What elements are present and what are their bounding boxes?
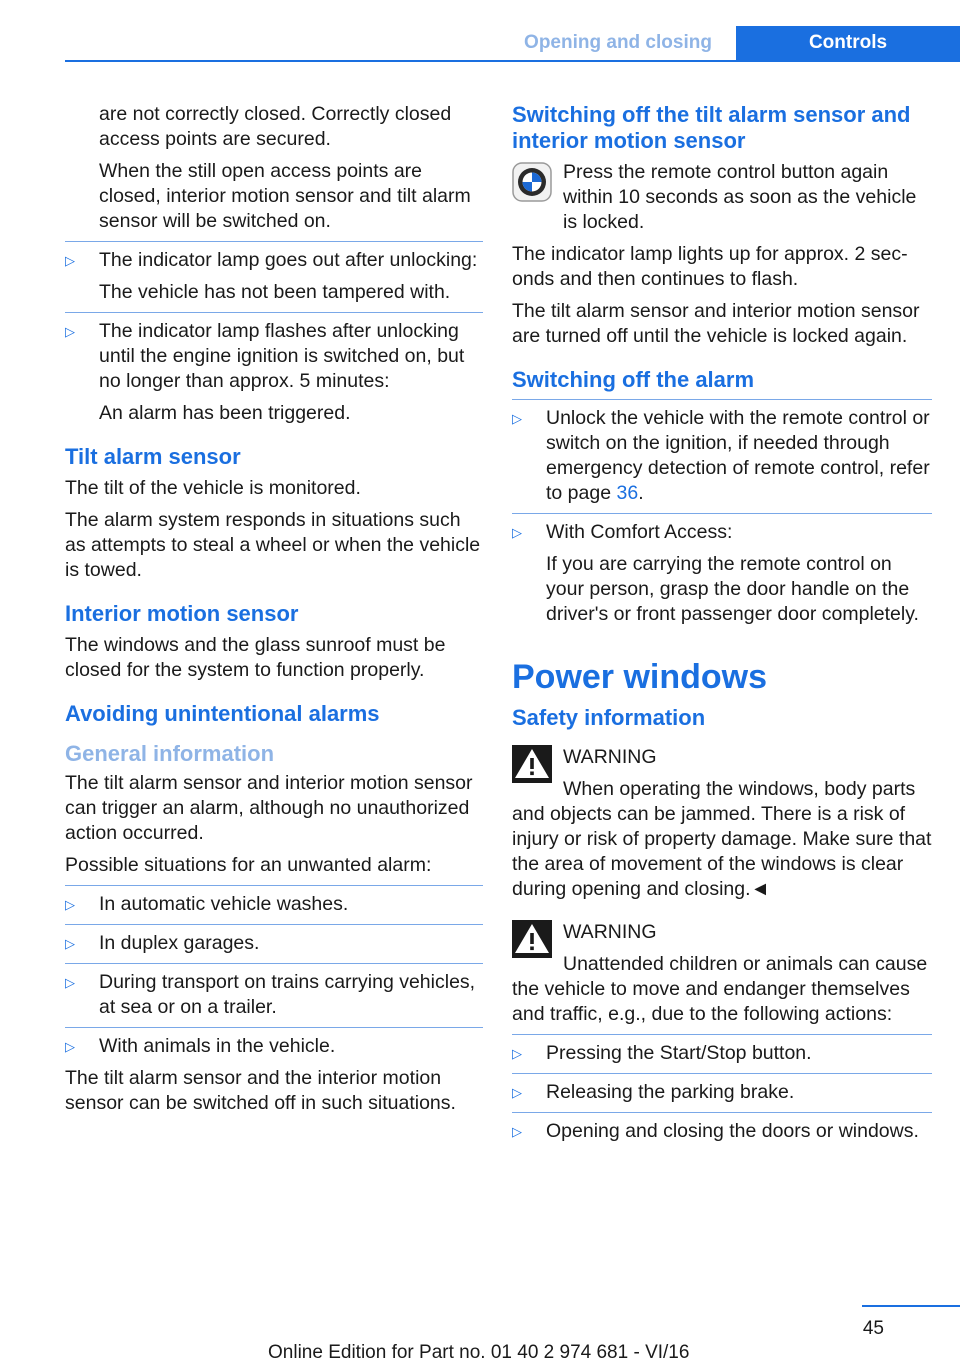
list-item-text: With Comfort Access: — [546, 521, 733, 543]
warning-text — [512, 777, 932, 902]
paragraph: The indicator lamp lights up for approx. 2 seconds and then continues to flash. — [512, 243, 908, 290]
list-item-text: Opening and closing the doors or windows. — [546, 1120, 919, 1142]
list-item — [512, 406, 932, 506]
triangle-bullet-icon: ▷ — [65, 897, 75, 912]
heading-power-windows: Power windows — [512, 658, 768, 696]
list-item-text: In duplex garages. — [99, 932, 260, 954]
warning-text-content: Unattended children or animals can cause the vehicle to move and endanger themselves and traffic, e.g., due to the following actions: — [512, 953, 928, 1025]
list-item — [65, 1034, 483, 1059]
triangle-bullet-icon: ▷ — [65, 324, 75, 339]
bullet-separator — [65, 312, 483, 313]
list-item — [65, 319, 483, 426]
bmw-remote-button-icon — [512, 162, 552, 209]
list-item-text-main: Unlock the vehicle with the remote control or switch on the ignition, if needed through emergency detection of remote control, refer to page — [546, 407, 930, 504]
heading-general-information: General information — [65, 741, 275, 766]
warning-text — [512, 952, 932, 1027]
paragraph: The tilt alarm sensor and interior motion sensor are turned off until the vehicle is locked again. — [512, 300, 920, 347]
list-item-text: Pressing the Start/Stop button. — [546, 1042, 812, 1064]
header-rule — [65, 60, 960, 62]
triangle-bullet-icon: ▷ — [65, 253, 75, 268]
warning-block — [512, 920, 932, 1027]
triangle-bullet-icon: ▷ — [512, 1124, 522, 1139]
heading-interior-motion-sensor: Interior motion sensor — [65, 601, 299, 626]
list-item-text: The indicator lamp goes out after unlocking: — [99, 249, 478, 271]
footer-rule — [862, 1305, 960, 1307]
page-number: 45 — [862, 1318, 884, 1339]
list-item — [65, 248, 483, 305]
list-item — [512, 1080, 932, 1105]
bullet-separator — [512, 1073, 932, 1074]
list-item-subtext: If you are carrying the remote control on your person, grasp the door handle on the driver's or front passenger door completely. — [546, 553, 919, 625]
left-column — [65, 102, 483, 1123]
list-item-subtext: The vehicle has not been tampered with. — [99, 281, 451, 303]
triangle-bullet-icon: ▷ — [512, 1085, 522, 1100]
bullet-separator — [512, 513, 932, 514]
remote-instruction — [512, 160, 932, 235]
bullet-separator — [65, 1027, 483, 1028]
list-item — [65, 931, 483, 956]
header-chapter-tab: Controls — [736, 26, 960, 60]
right-column — [512, 102, 932, 1151]
bullet-separator — [65, 885, 483, 886]
list-item-text: Releasing the parking brake. — [546, 1081, 795, 1103]
bullet-separator — [512, 1112, 932, 1113]
heading-avoiding-unintentional-alarms: Avoiding unintentional alarms — [65, 701, 380, 726]
bullet-separator — [65, 963, 483, 964]
triangle-bullet-icon: ▷ — [512, 525, 522, 540]
triangle-bullet-icon: ▷ — [65, 1039, 75, 1054]
triangle-bullet-icon: ▷ — [512, 1046, 522, 1061]
list-item — [65, 892, 483, 917]
continued-paragraph: are not correctly closed. Correctly closed access points are secured. — [99, 103, 452, 150]
list-item — [512, 520, 932, 627]
list-item-text: In automatic vehicle washes. — [99, 893, 349, 915]
heading-safety-information: Safety information — [512, 705, 706, 730]
bullet-separator — [512, 1034, 932, 1035]
list-item-text-end: . — [638, 482, 644, 504]
paragraph: Possible situations for an unwanted alarm: — [65, 854, 432, 876]
warning-title: WARNING — [563, 746, 657, 768]
footer-edition: Online Edition for Part no. 01 40 2 974 681 - VI/16 — [268, 1342, 690, 1363]
list-item — [65, 970, 483, 1020]
bullet-separator — [65, 241, 483, 242]
triangle-bullet-icon: ▷ — [65, 936, 75, 951]
warning-triangle-icon — [512, 745, 552, 790]
list-item-text: The indicator lamp flashes after unlocking until the engine ignition is switched on, but no longer than approx. 5 minutes: — [99, 320, 465, 392]
paragraph: The tilt alarm sensor and the interior motion sensor can be switched off in such situations. — [65, 1067, 456, 1114]
warning-block — [512, 745, 932, 902]
page-reference-link[interactable]: 36 — [616, 482, 639, 504]
warning-text-content: When operating the windows, body parts and objects can be jammed. There is a risk of injury or risk of property damage. Make sure that the area of movement of the windows is clear during opening and closing.◄ — [512, 778, 932, 900]
paragraph: Press the remote control button again within 10 seconds as soon as the vehicle is locked. — [563, 161, 917, 233]
list-item-text: During transport on trains carrying vehicles, at sea or on a trailer. — [99, 971, 476, 1018]
heading-tilt-alarm-sensor: Tilt alarm sensor — [65, 444, 241, 469]
list-item-text — [546, 406, 932, 506]
header-section-title: Opening and closing — [500, 26, 736, 60]
bullet-separator — [512, 399, 932, 400]
heading-switching-off-alarm: Switching off the alarm — [512, 367, 755, 392]
triangle-bullet-icon: ▷ — [65, 975, 75, 990]
paragraph: The tilt of the vehicle is monitored. — [65, 477, 361, 499]
warning-triangle-icon — [512, 920, 552, 965]
paragraph: The tilt alarm sensor and interior motion sensor can trigger an alarm, although no unauthorized action occurred. — [65, 772, 473, 844]
paragraph: The alarm system responds in situations such as attempts to steal a wheel or when the vehicle is towed. — [65, 509, 481, 581]
list-item — [512, 1119, 932, 1144]
heading-switching-off-sensors: Switching off the tilt alarm sensor and interior motion sensor — [512, 102, 911, 153]
paragraph: The windows and the glass sunroof must be closed for the system to function properly. — [65, 634, 446, 681]
list-item — [512, 1041, 932, 1066]
bullet-separator — [65, 924, 483, 925]
list-item-text: With animals in the vehicle. — [99, 1035, 336, 1057]
warning-title: WARNING — [563, 921, 657, 943]
triangle-bullet-icon: ▷ — [512, 411, 522, 426]
continued-paragraph: When the still open access points are closed, interior motion sensor and tilt alarm sensor will be switched on. — [99, 160, 471, 232]
list-item-subtext: An alarm has been triggered. — [99, 402, 351, 424]
